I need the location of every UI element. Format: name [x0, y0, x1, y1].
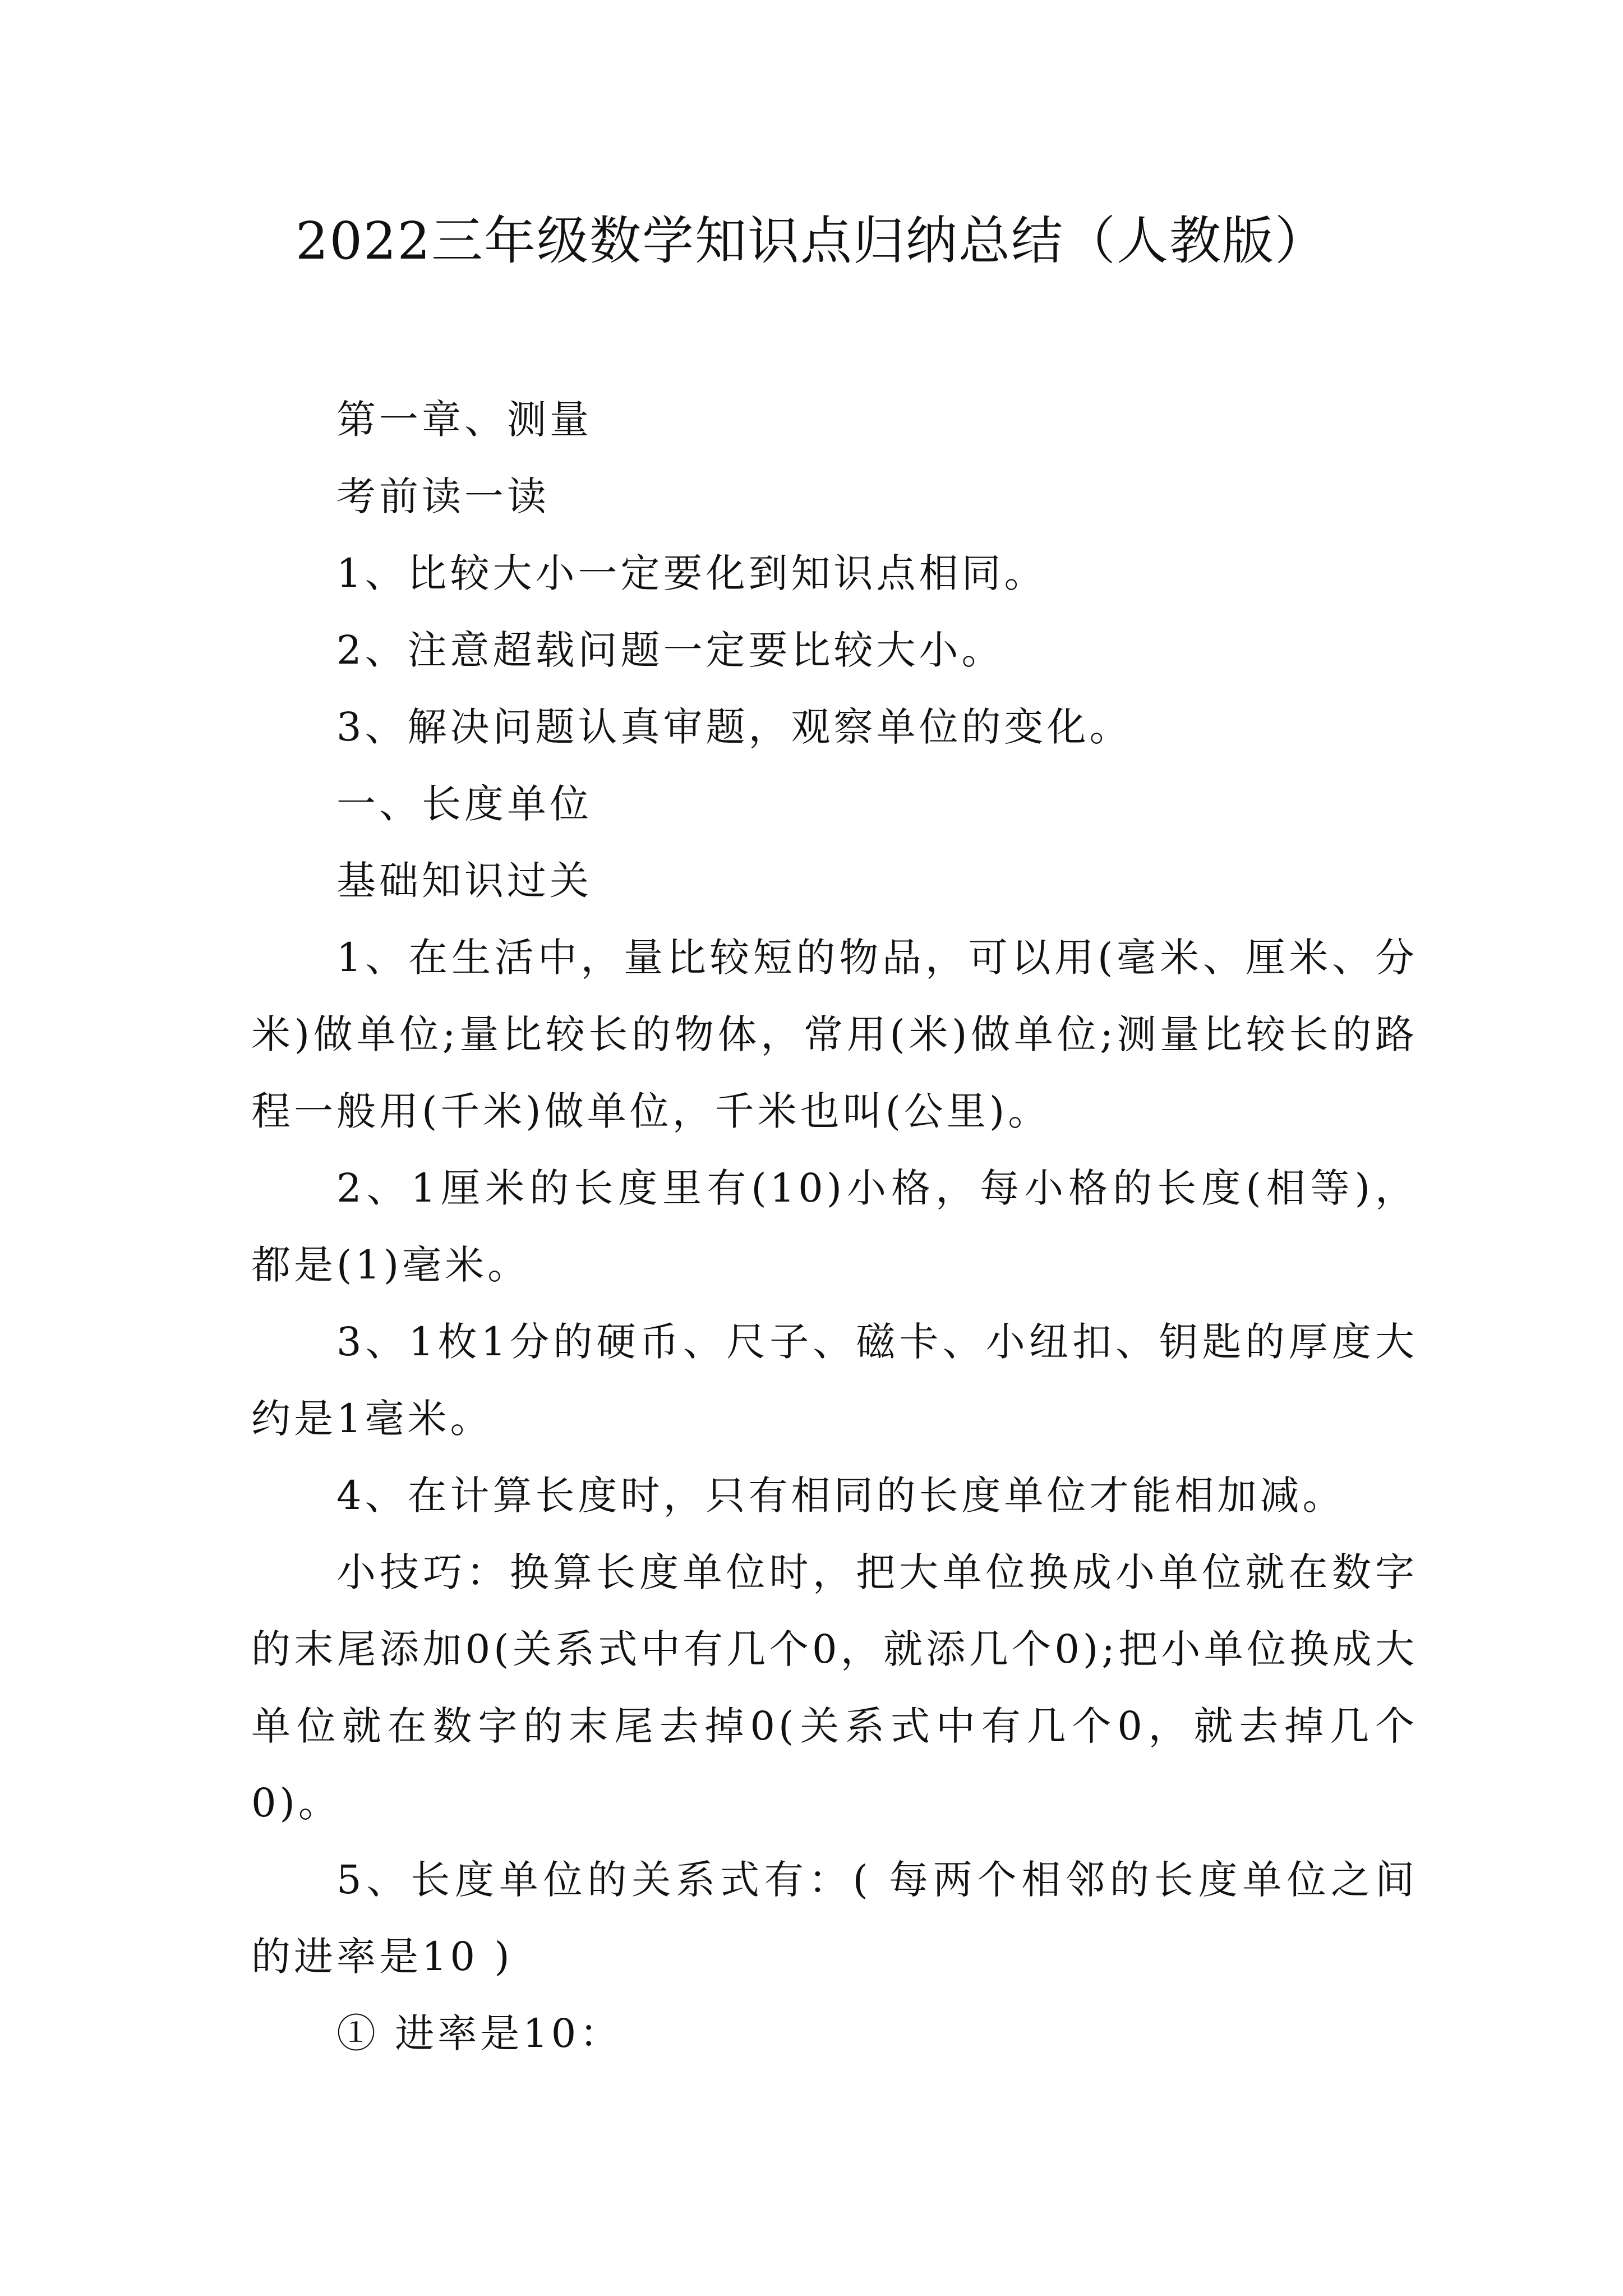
- paragraph: 2、注意超载问题一定要比较大小。: [336, 627, 1004, 673]
- paragraph: 3、解决问题认真审题，观察单位的变化。: [336, 704, 1132, 750]
- chapter-heading: 第一章、测量: [336, 397, 592, 443]
- paragraph: 5、长度单位的关系式有：( 每两个相邻的长度单位之间的进率是10 ): [251, 1857, 1418, 1980]
- paragraph: 1、比较大小一定要化到知识点相同。: [336, 550, 1047, 596]
- paragraph: 1、在生活中，量比较短的物品，可以用(毫米、厘米、分米)做单位;量比较长的物体，常用(米)做单位;测量比较长的路程一般用(千米)做单位，千米也叫(公里)。: [251, 935, 1418, 1134]
- paragraph: 3、1枚1分的硬币、尺子、磁卡、小纽扣、钥匙的厚度大约是1毫米。: [251, 1319, 1418, 1442]
- paragraph: 4、在计算长度时，只有相同的长度单位才能相加减。: [336, 1473, 1345, 1519]
- paragraph: 2、1厘米的长度里有(10)小格，每小格的长度(相等)，都是(1)毫米。: [251, 1165, 1418, 1288]
- document-body: [251, 381, 1418, 2072]
- document-title: 2022三年级数学知识点归纳总结（人教版）: [295, 211, 1328, 271]
- section-subheading: 基础知识过关: [336, 858, 592, 904]
- section-subheading: 考前读一读: [336, 473, 550, 519]
- section-heading: 一、长度单位: [336, 781, 592, 827]
- list-item: ① 进率是10：: [336, 2010, 623, 2056]
- tip-paragraph: 小技巧：换算长度单位时，把大单位换成小单位就在数字的末尾添加0(关系式中有几个0，就添几个0);把小单位换成大单位就在数字的末尾去掉0(关系式中有几个0，就去掉几个0)。: [251, 1549, 1418, 1826]
